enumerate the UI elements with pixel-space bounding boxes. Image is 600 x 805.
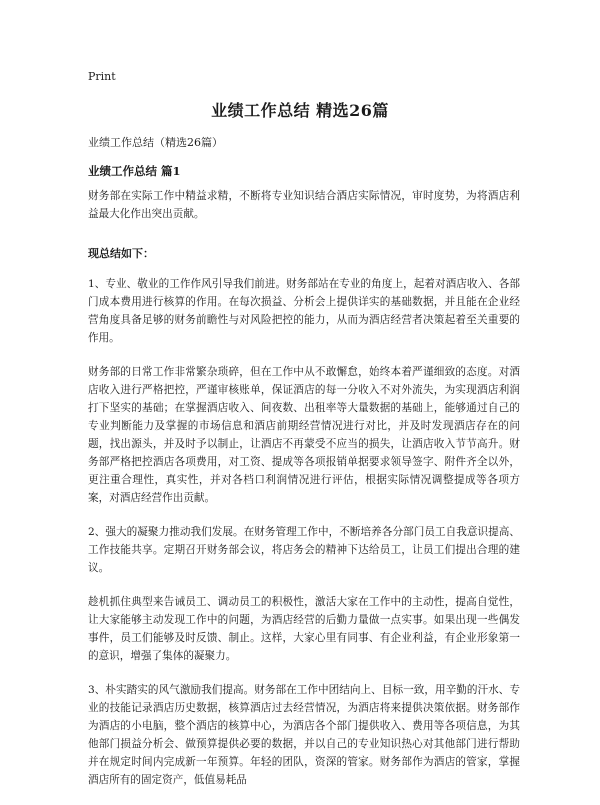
intro-paragraph: 财务部在实际工作中精益求精，不断将专业知识结合酒店实际情况，审时度势，为将酒店利益最大化作出突出贡献。: [88, 190, 520, 220]
document-subtitle: 业绩工作总结（精选26篇）: [88, 136, 223, 149]
document-title: 业绩工作总结 精选26篇: [211, 101, 389, 120]
summary-heading: 现总结如下：: [88, 247, 154, 260]
body-paragraph-1: 1、专业、敬业的工作作风引导我们前进。财务部站在专业的角度上，起着对酒店收入、各部门成本费用进行核算的作用。在每次损益、分析会上提供详实的基础数据，并且能在企业经营角度具备足够的财务前瞻性与对风险把控的能力，从而为酒店经营者决策起着至关重要的作用。: [88, 278, 520, 344]
print-label: Print: [88, 70, 116, 83]
body-paragraph-4: 趁机抓住典型来告诫员工、调动员工的积极性，激活大家在工作中的主动性，提高自觉性，让大家能够主动发现工作中的问题，为酒店经营的后勤力量做一点实事。如果出现一些偶发事件，员工们能够及时反馈、制止。这样，大家心里有同事、有企业利益，有企业形象第一的意识，增强了集体的凝聚力。: [88, 596, 520, 662]
body-paragraph-2: 财务部的日常工作非常繁杂琐碎，但在工作中从不敢懈怠，始终本着严谨细致的态度。对酒店收入进行严格把控，严谨审核账单，保证酒店的每一分收入不对外流失，为实现酒店利润打下坚实的基础；在掌握酒店收入、间夜数、出租率等大量数据的基础上，能够通过自己的专业判断能力及掌握的市场信息和酒店前期经营情况进行对比，并及时发现酒店存在的问题，找出源头，并及时予以制止，让酒店不再蒙受不应当的损失，让酒店收入节节高升。财务部严格把控酒店各项费用，对工资、提成等各项报销单据要求领导签字、附件齐全以外，更注重合理性，真实性，并对各档口利润情况进行评估，根据实际情况调整提成等各项方案，对酒店经营作出贡献。: [88, 366, 520, 504]
document-body: [88, 187, 520, 805]
body-paragraph-3: 2、强大的凝聚力推动我们发展。在财务管理工作中，不断培养各分部门员工自我意识提高、工作技能共享。定期召开财务部会议，将店务会的精神下达给员工，让员工们提出合理的建议。: [88, 526, 520, 574]
body-paragraph-5: 3、朴实踏实的风气激励我们提高。财务部在工作中团结向上、目标一致，用辛勤的汗水、专业的技能记录酒店历史数据，核算酒店过去经营情况，为酒店将来提供决策依据。财务部作为酒店的小电脑，整个酒店的核算中心，为酒店各个部门提供收入、费用等各项信息，为其他部门损益分析会、做预算提供必要的数据，并以自己的专业知识热心对其他部门进行帮助并在规定时间内完成新一年预算。年轻的团队，资深的管家。财务部作为酒店的管家，掌握酒店所有的固定资产，低值易耗品: [88, 684, 520, 786]
section-heading: 业绩工作总结 篇1: [88, 164, 181, 178]
